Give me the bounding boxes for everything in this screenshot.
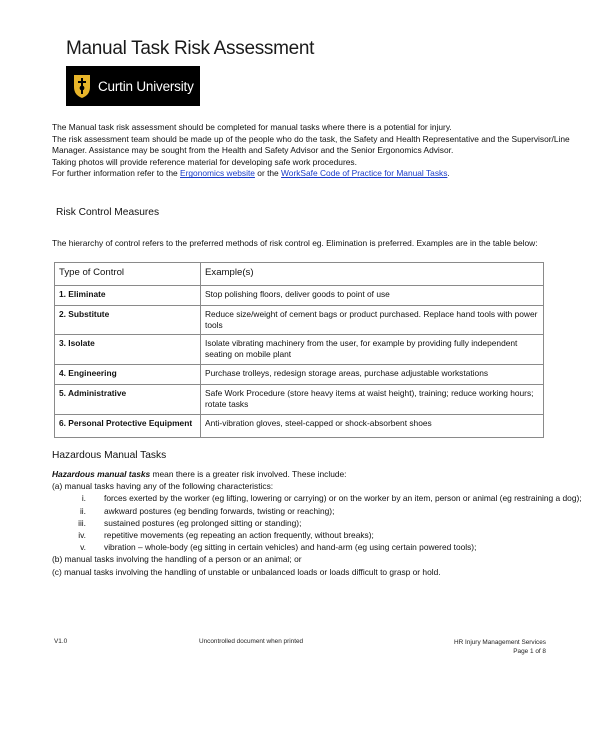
intro-text: or the — [254, 168, 282, 179]
control-example: Purchase trolleys, redesign storage areas, purchase adjustable workstations — [201, 365, 544, 385]
hazard-intro-bold: Hazardous manual tasks — [52, 469, 151, 479]
hazard-item-b: (b) manual tasks involving the handling of a person or an animal; or — [52, 554, 302, 565]
control-example: Isolate vibrating machinery from the user, for example by providing fully independent seating on mobile plant — [201, 335, 544, 365]
intro-line: Taking photos will provide reference material for developing safe work procedures. — [52, 156, 357, 167]
control-type: 1. Eliminate — [55, 286, 201, 306]
list-item — [52, 492, 582, 504]
footer-note: Uncontrolled document when printed — [199, 638, 304, 645]
intro-line: The risk assessment team should be made up of the people who do the task, the Safety and Health Representative and the Supervisor/Line — [52, 133, 570, 144]
crest-icon — [72, 73, 92, 99]
hazardous-tasks-list — [52, 468, 582, 578]
hazard-item-a: (a) manual tasks having any of the following characteristics: — [52, 481, 274, 492]
list-item-number: i. — [81, 493, 86, 504]
intro-line: Manager. Assistance may be sought from the Health and Safety Advisor and the Senior Ergonomics Advisor. — [52, 145, 454, 156]
table-header-type: Type of Control — [55, 263, 201, 286]
footer-page-number: Page 1 of 8 — [513, 648, 546, 655]
table-header-example: Example(s) — [201, 263, 544, 286]
control-type: 2. Substitute — [55, 306, 201, 335]
table-row — [55, 335, 544, 365]
intro-text: For further information refer to the — [52, 168, 181, 179]
list-item-text: forces exerted by the worker (eg lifting, lowering or carrying) or on the worker by an item, person or animal (eg restraining a dog); — [104, 493, 582, 504]
intro-line: The Manual task risk assessment should be completed for manual tasks where there is a potential for injury. — [52, 122, 452, 132]
hazard-intro-rest: mean there is a greater risk involved. These include: — [150, 469, 347, 479]
intro-text: . — [447, 168, 450, 179]
intro-paragraph — [52, 122, 570, 180]
worksafe-code-link[interactable]: WorkSafe Code of Practice for Manual Tasks — [281, 168, 448, 179]
table-row — [55, 306, 544, 335]
footer-dept: HR Injury Management Services — [454, 639, 546, 646]
control-table — [54, 262, 544, 438]
list-item-text: vibration – whole-body (eg sitting in certain vehicles) and hand-arm (eg using certain powered tools); — [104, 542, 477, 553]
list-item-text: awkward postures (eg bending forwards, twisting or reaching); — [104, 505, 335, 516]
control-example: Reduce size/weight of cement bags or product purchased. Replace hand tools with power tools — [201, 306, 544, 335]
document-title: Manual Task Risk Assessment — [66, 38, 315, 59]
hazardous-tasks-heading: Hazardous Manual Tasks — [52, 450, 167, 461]
control-example: Anti-vibration gloves, steel-capped or shock-absorbent shoes — [201, 415, 544, 438]
list-item-number: ii. — [79, 505, 86, 516]
table-header-row — [55, 263, 544, 286]
footer-right — [454, 638, 546, 656]
footer-version: V1.0 — [54, 638, 68, 645]
intro-line-links — [52, 168, 552, 180]
ergonomics-website-link[interactable]: Ergonomics website — [180, 168, 255, 179]
list-item-number: v. — [80, 542, 86, 553]
list-item — [52, 517, 562, 529]
control-type: 4. Engineering — [55, 365, 201, 385]
list-item — [52, 529, 562, 541]
curtin-logo — [66, 66, 200, 106]
hazard-intro — [52, 468, 562, 480]
list-item-number: iv. — [78, 529, 86, 540]
control-type: 6. Personal Protective Equipment — [55, 415, 201, 438]
table-row — [55, 385, 544, 415]
list-item — [52, 505, 562, 517]
hazard-item-c: (c) manual tasks involving the handling of unstable or unbalanced loads or loads difficult to grasp or hold. — [52, 566, 441, 577]
table-row — [55, 286, 544, 306]
list-item-number: iii. — [78, 517, 86, 528]
control-type: 3. Isolate — [55, 335, 201, 365]
logo-text: Curtin University — [98, 78, 194, 94]
list-item-text: sustained postures (eg prolonged sitting or standing); — [104, 517, 302, 528]
risk-control-heading: Risk Control Measures — [56, 207, 160, 218]
table-row — [55, 415, 544, 438]
list-item-text: repetitive movements (eg repeating an action frequently, without breaks); — [104, 529, 374, 540]
table-row — [55, 365, 544, 385]
control-example: Stop polishing floors, deliver goods to point of use — [201, 286, 544, 306]
hierarchy-text: The hierarchy of control refers to the preferred methods of risk control eg. Elimination is preferred. Examples are in the table below: — [52, 238, 538, 248]
control-example: Safe Work Procedure (store heavy items at waist height), training; reduce working hours; rotate tasks — [201, 385, 544, 415]
control-type: 5. Administrative — [55, 385, 201, 415]
list-item — [52, 541, 562, 553]
